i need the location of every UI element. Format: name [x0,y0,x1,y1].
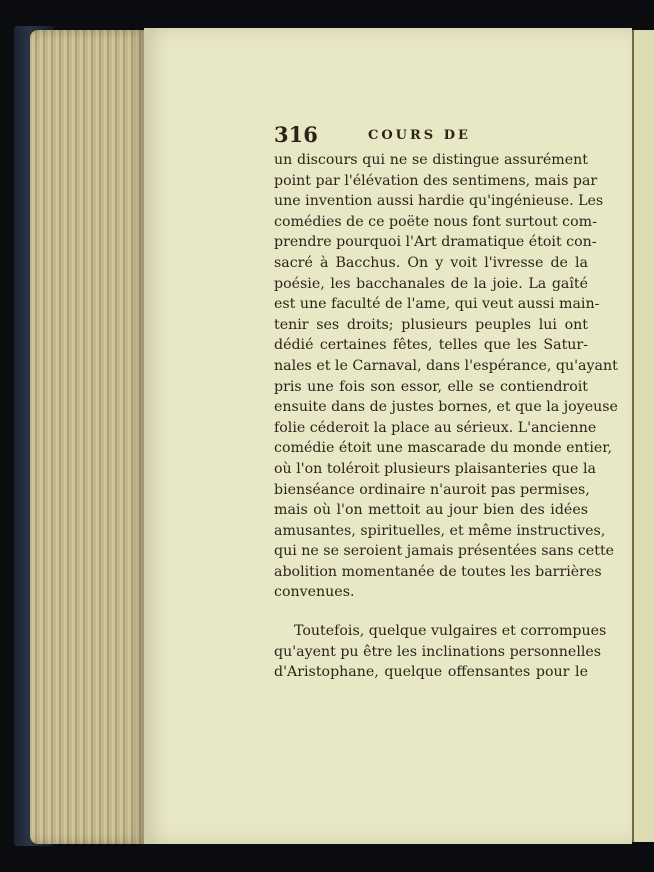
text-line: bienséance ordinaire n'auroit pas permises, [274,481,590,498]
text-line: qu'ayent pu être les inclinations personnelles [274,643,602,660]
text-line: amusantes, spirituelles, et même instructives, [274,522,606,539]
paragraph-1 [274,150,618,603]
text-line: convenues. [274,584,355,601]
text-line: abolition momentanée de toutes les barrières [274,563,602,580]
text-line: poésie, les bacchanales de la joie. La gaîté [274,275,588,292]
facing-page-edge [632,30,654,842]
text-line: une invention aussi hardie qu'ingénieuse. Les [274,193,604,210]
page-number: 316 [274,122,318,147]
text-line: nales et le Carnaval, dans l'espérance, qu'ayant [274,357,618,374]
text-line: comédie étoit une mascarade du monde entier, [274,440,613,457]
text-line: un discours qui ne se distingue assurément [274,152,588,168]
text-line: qui ne se seroient jamais présentées sans cette [274,543,615,560]
text-line: tenir ses droits; plusieurs peuples lui ont [274,316,588,333]
running-title: COURS DE [368,128,471,143]
text-line: point par l'élévation des sentimens, mais par [274,172,598,189]
text-line: où l'on toléroit plusieurs plaisanteries que la [274,460,596,477]
text-line: folie céderoit la place au sérieux. L'ancienne [274,419,597,436]
body-text [274,150,618,683]
paragraph-2 [274,621,607,683]
text-line: comédies de ce poëte nous font surtout com- [274,213,597,230]
text-line: prendre pourquoi l'Art dramatique étoit con- [274,234,597,251]
text-line: Toutefois, quelque vulgaires et corrompues [294,623,607,640]
text-line: d'Aristophane, quelque offensantes pour le [274,664,588,681]
text-line: pris une fois son essor, elle se contiendroit [274,378,588,395]
text-line: mais où l'on mettoit au jour bien des idées [274,502,588,519]
page-header [274,122,590,150]
page-edges [30,30,148,844]
text-line: ensuite dans de justes bornes, et que la joyeuse [274,399,618,416]
text-line: dédié certaines fêtes, telles que les Satur- [274,337,588,354]
text-line: sacré à Bacchus. On y voit l'ivresse de la [274,254,588,271]
text-line: est une faculté de l'ame, qui veut aussi main- [274,296,600,313]
